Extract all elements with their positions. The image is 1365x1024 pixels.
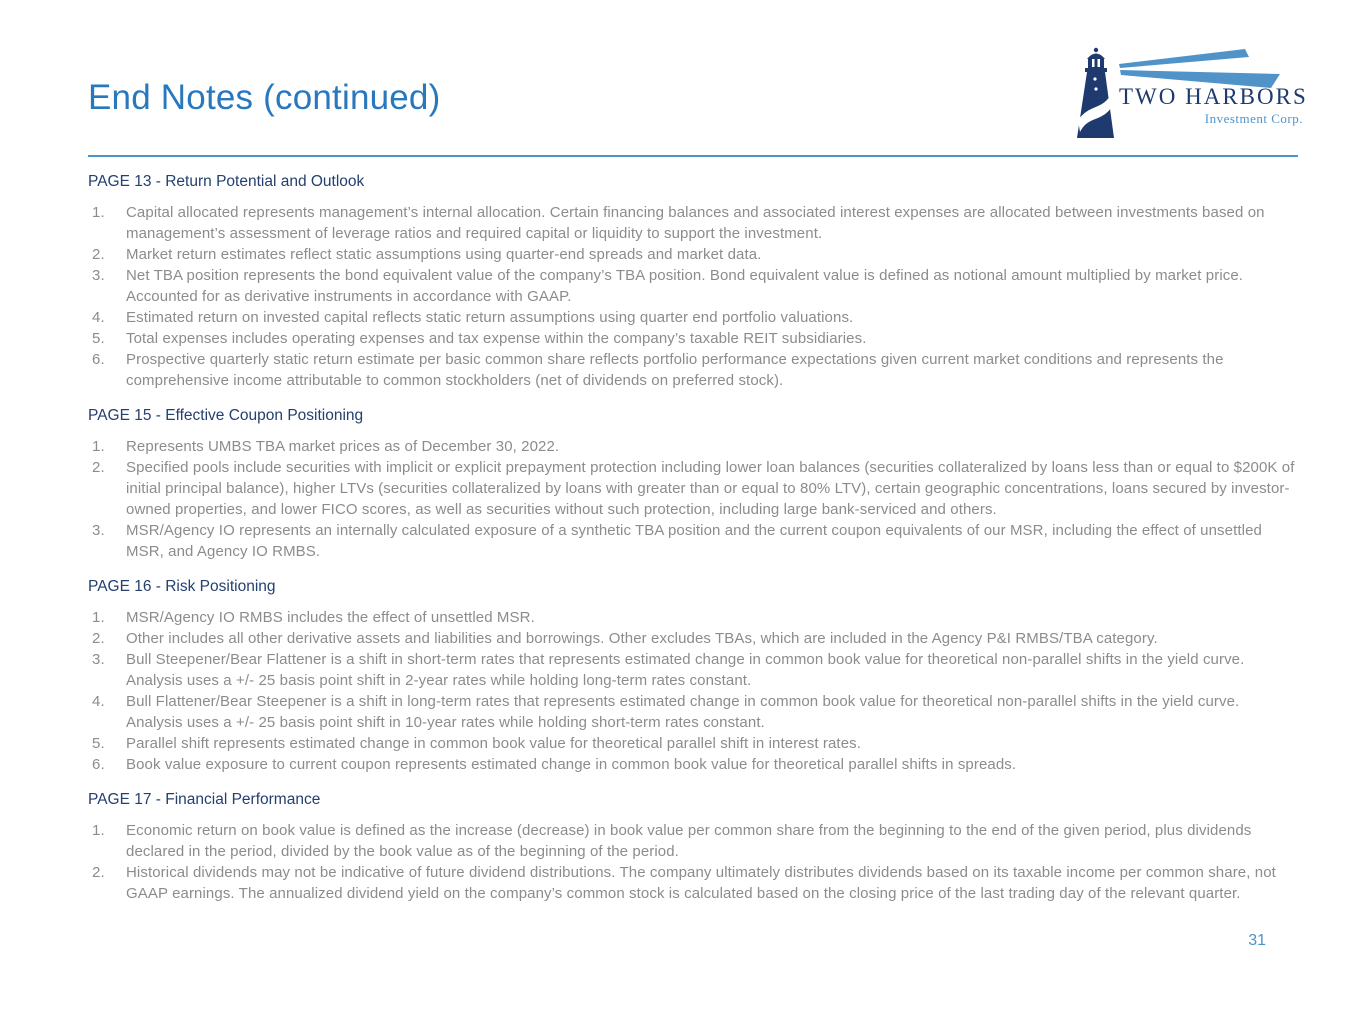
logo-subtitle: Investment Corp.	[1204, 111, 1303, 126]
endnotes-section-page13	[88, 171, 1298, 391]
list-item: Other includes all other derivative assets and liabilities and borrowings. Other excludes TBAs, which are included in the Agency P&I RMBS/TBA category.	[126, 630, 1158, 648]
section-heading: PAGE 15 - Effective Coupon Positioning	[88, 407, 364, 425]
list-item: Parallel shift represents estimated change in common book value for theoretical parallel shift in interest rates.	[126, 735, 861, 753]
list-item: Bull Steepener/Bear Flattener is a shift in short-term rates that represents estimated change in common book value for theoretical non-parallel shifts in the yield curve. Analysis uses a +/- 25 basis point shift in 2-year rates while holding long-term rates constant.	[126, 651, 1245, 690]
page-title: End Notes (continued)	[88, 78, 441, 117]
section-list	[88, 202, 1298, 391]
list-item: Historical dividends may not be indicative of future dividend distributions. The company ultimately distributes dividends based on its taxable income per common share, not GAAP earnings. The annualized dividend yield on the company’s common stock is calculated based on the closing price of the last trading day of the relevant quarter.	[126, 864, 1276, 903]
list-item: Represents UMBS TBA market prices as of December 30, 2022.	[126, 438, 560, 456]
endnotes-section-page15	[88, 405, 1298, 562]
endnotes-section-page17	[88, 789, 1298, 904]
list-item: Economic return on book value is defined as the increase (decrease) in book value per common share from the beginning to the end of the given period, plus dividends declared in the period, divided by the book value as of the beginning of the period.	[126, 822, 1252, 861]
list-item: Capital allocated represents management’s internal allocation. Certain financing balances and associated interest expenses are allocated between investments based on management’s assessment of leverage ratios and required capital or liquidity to support the investment.	[126, 204, 1265, 243]
endnotes-section-page16	[88, 576, 1298, 775]
slide-content	[88, 78, 1298, 908]
list-item: Prospective quarterly static return estimate per basic common share reflects portfolio performance expectations given current market conditions and represents the comprehensive income attributable to common stockholders (net of dividends on preferred stock).	[126, 351, 1224, 390]
page-number: 31	[1248, 932, 1266, 949]
logo-company-name: TWO HARBORS	[1119, 84, 1308, 109]
section-heading: PAGE 17 - Financial Performance	[88, 791, 321, 809]
title-divider	[88, 155, 1298, 157]
section-list	[88, 820, 1298, 904]
section-list	[88, 436, 1298, 562]
list-item: Market return estimates reflect static assumptions using quarter-end spreads and market data.	[126, 246, 762, 264]
list-item: Book value exposure to current coupon represents estimated change in common book value for theoretical parallel shifts in spreads.	[126, 756, 1017, 774]
section-heading: PAGE 13 - Return Potential and Outlook	[88, 173, 365, 191]
list-item: Estimated return on invested capital reflects static return assumptions using quarter end portfolio valuations.	[126, 309, 854, 327]
list-item: Net TBA position represents the bond equivalent value of the company’s TBA position. Bond equivalent value is defined as notional amount multiplied by market price. Accounted for as derivative instruments in accordance with GAAP.	[126, 267, 1244, 306]
list-item: MSR/Agency IO represents an internally calculated exposure of a synthetic TBA position and the current coupon equivalents of our MSR, including the effect of unsettled MSR, and Agency IO RMBS.	[126, 522, 1262, 561]
section-heading: PAGE 16 - Risk Positioning	[88, 578, 276, 596]
list-item: Specified pools include securities with implicit or explicit prepayment protection including lower loan balances (securities collateralized by loans less than or equal to $200K of initial principal balance), higher LTVs (securities collateralized by loans with greater than or equal to 80% LTV), certain geographic concentrations, loans secured by investor-owned properties, and lower FICO scores, as well as securities without such protection, including large bank-serviced and others.	[126, 459, 1295, 519]
section-list	[88, 607, 1298, 775]
list-item: Total expenses includes operating expenses and tax expense within the company’s taxable REIT subsidiaries.	[126, 330, 867, 348]
list-item: MSR/Agency IO RMBS includes the effect of unsettled MSR.	[126, 609, 535, 627]
list-item: Bull Flattener/Bear Steepener is a shift in long-term rates that represents estimated change in common book value for theoretical non-parallel shifts in the yield curve. Analysis uses a +/- 25 basis point shift in 10-year rates while holding short-term rates constant.	[126, 693, 1240, 732]
